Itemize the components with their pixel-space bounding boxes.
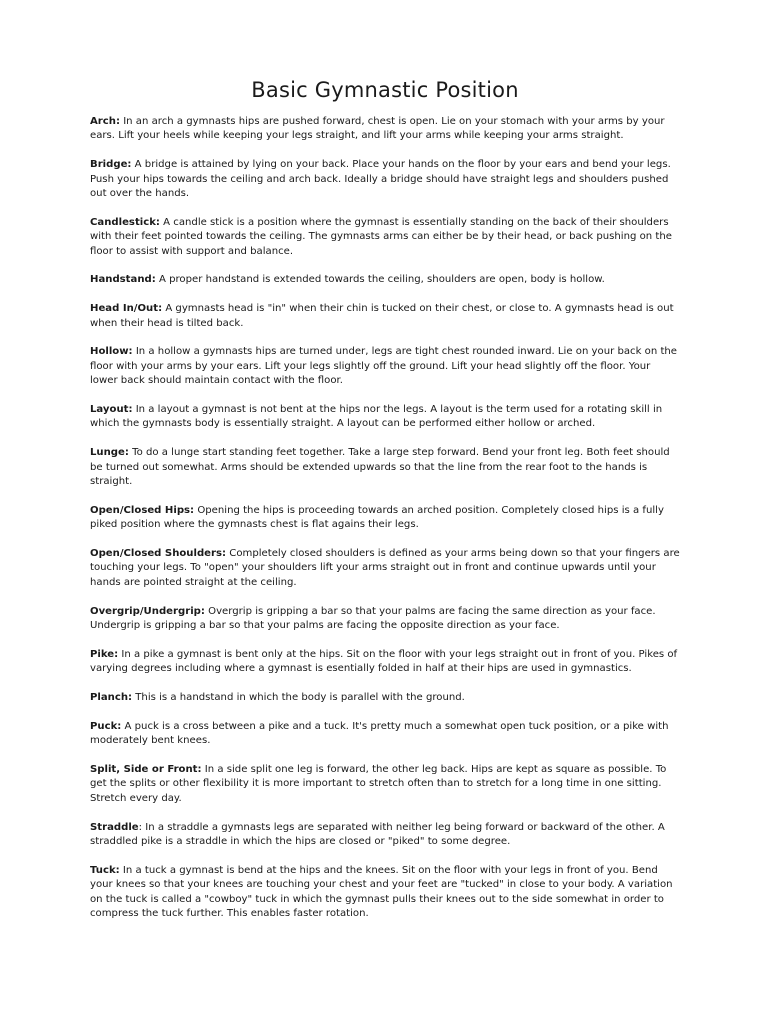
definition-entry (90, 446, 680, 489)
definition-text: In a layout a gymnast is not bent at the hips nor the legs. A layout is the term used for a rotating skill in which the gymnasts body is essentially straight. A layout can be performed either hollow or arched. (90, 404, 663, 430)
definition-text: In a hollow a gymnasts hips are turned under, legs are tight chest rounded inward. Lie on your back on the floor with your arms by your ears. Lift your legs slightly off the ground. Lift your head slightly off the floor. Your lower back should maintain contact with the floor. (90, 346, 678, 387)
document-title: Basic Gymnastic Position (251, 78, 519, 102)
definition-term: Split, Side or Front: (90, 764, 202, 776)
definition-entry (90, 547, 680, 590)
definition-text: In a side split one leg is forward, the other leg back. Hips are kept as square as possible. To get the splits or other flexibility it is more important to stretch often than to stretch for a long time in one sitting. Stretch every day. (90, 764, 667, 804)
document-page (90, 76, 680, 936)
definition-term: Layout: (90, 404, 133, 416)
definition-term: Hollow: (90, 346, 133, 358)
definition-entry (90, 115, 680, 144)
definition-entry (90, 605, 680, 634)
definition-term: Head In/Out: (90, 303, 163, 315)
definition-entry (90, 158, 680, 201)
definition-text: Completely closed shoulders is defined as your arms being down so that your fingers are touching your legs. To "open" your shoulders lift your arms straight out in front and continue upwards until your hands are pointed straight at the ceiling. (90, 548, 680, 588)
definition-term: Overgrip/Undergrip: (90, 605, 205, 617)
definition-text: : In a straddle a gymnasts legs are separated with neither leg being forward or backward of the other. A straddled pike is a straddle in which the hips are closed or "piked" to some degree. (90, 821, 665, 848)
definition-entry (90, 821, 680, 850)
definition-entry (90, 273, 680, 287)
entry-list (90, 115, 680, 922)
definition-text: Overgrip is gripping a bar so that your palms are facing the same direction as your face. Undergrip is gripping a bar so that your palms are facing the opposite direction as your face. (90, 605, 656, 632)
definition-entry (90, 504, 680, 533)
definition-entry (90, 648, 680, 677)
definition-text: In a pike a gymnast is bent only at the hips. Sit on the floor with your legs straight out in front of you. Pikes of varying degrees including where a gymnast is esentially folded in half at their hips are used in gymnastics. (90, 648, 678, 675)
definition-term: Pike: (90, 648, 119, 660)
definition-text: A proper handstand is extended towards the ceiling, shoulders are open, body is hollow. (155, 274, 605, 286)
definition-term: Straddle (90, 821, 139, 833)
definition-entry (90, 720, 680, 749)
definition-entry (90, 691, 680, 705)
definition-term: Arch: (90, 116, 120, 127)
definition-entry (90, 216, 680, 259)
definition-text: A bridge is attained by lying on your back. Place your hands on the floor by your ears and bend your legs. Push your hips towards the ceiling and arch back. Ideally a bridge should have straight legs and shoulders pushed out over the hands. (90, 159, 671, 200)
definition-term: Puck: (90, 720, 122, 732)
definition-text: Opening the hips is proceeding towards an arched position. Completely closed hips is a fully piked position where the gymnasts chest is flat agains their legs. (90, 504, 664, 531)
definition-term: Handstand: (90, 274, 156, 286)
definition-text: A gymnasts head is "in" when their chin is tucked on their chest, or close to. A gymnasts head is out when their head is tilted back. (90, 303, 674, 329)
definition-entry (90, 864, 680, 922)
definition-entry (90, 403, 680, 432)
definition-entry (90, 763, 680, 806)
definition-term: Open/Closed Hips: (90, 504, 195, 516)
definition-entry (90, 302, 680, 331)
definition-text: A candle stick is a position where the gymnast is essentially standing on the back of their shoulders with their feet pointed towards the ceiling. The gymnasts arms can either be by their head, or back pushing on the floor to assist with support and balance. (90, 216, 672, 257)
definition-text: To do a lunge start standing feet together. Take a large step forward. Bend your front leg. Both feet should be turned out somewhat. Arms should be extended upwards so that the line from the rear foot to the hands is straight. (90, 447, 670, 488)
definition-text: In an arch a gymnasts hips are pushed forward, chest is open. Lie on your stomach with your arms by your ears. Lift your heels while keeping your legs straight, and lift your arms while keeping your arms straight. (90, 116, 665, 142)
definition-text: In a tuck a gymnast is bend at the hips and the knees. Sit on the floor with your legs in front of you. Bend your knees so that your knees are touching your chest and your feet are "tucked" in close to your body. A variation on the tuck is called a "cowboy" tuck in which the gymnast pulls their knees out to the side somewhat in order to compress the tuck further. This enables faster rotation. (90, 864, 673, 920)
definition-term: Open/Closed Shoulders: (90, 548, 227, 560)
definition-term: Lunge: (90, 447, 129, 459)
definition-term: Planch: (90, 692, 133, 704)
definition-text: This is a handstand in which the body is parallel with the ground. (132, 692, 465, 704)
definition-term: Candlestick: (90, 216, 160, 228)
definition-text: A puck is a cross between a pike and a tuck. It's pretty much a somewhat open tuck position, or a pike with moderately bent knees. (90, 720, 669, 747)
definition-term: Tuck: (90, 864, 120, 876)
definition-term: Bridge: (90, 159, 132, 171)
definition-entry (90, 345, 680, 388)
